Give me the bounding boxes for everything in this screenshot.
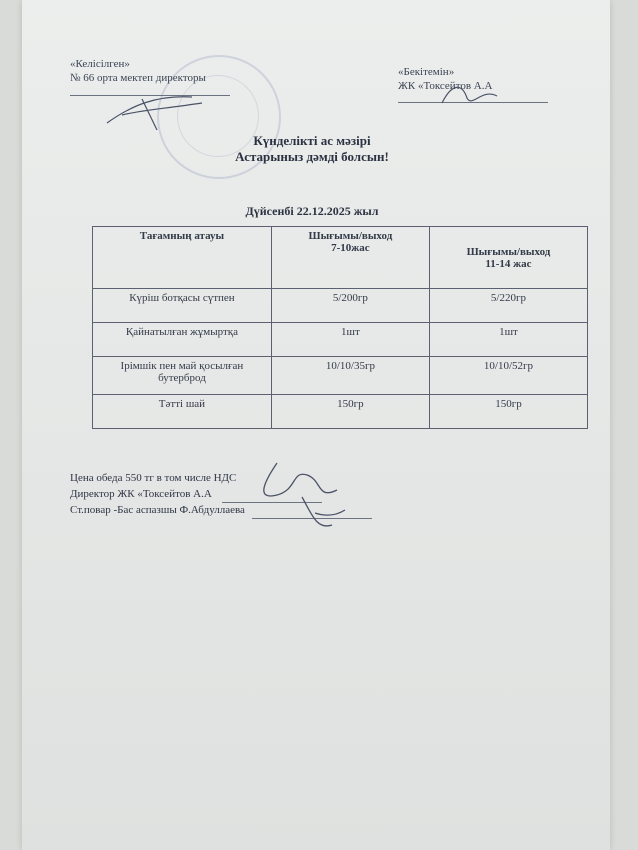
table-row — [93, 395, 588, 429]
yield-11-14: 1шт — [429, 323, 587, 357]
dish-name: Қайнатылған жұмыртқа — [93, 323, 272, 357]
yield-11-14: 5/220гр — [429, 289, 587, 323]
menu-subtitle: Астарыныз дәмді болсын! — [235, 149, 389, 164]
table-header-row — [93, 227, 588, 289]
approval-left-position: № 66 орта мектеп директоры — [70, 72, 206, 84]
yield-7-10: 10/10/35гр — [271, 357, 429, 395]
director-line: Директор ЖК «Токсейтов А.А — [70, 488, 212, 500]
document-page — [22, 0, 610, 850]
signature-left — [102, 85, 222, 135]
signature-footer — [247, 455, 357, 545]
price-line: Цена обеда 550 тг в том числе НДС — [70, 472, 237, 484]
dish-name: Тәтті шай — [93, 395, 272, 429]
approval-right-name: ЖК «Токсейтов А.А — [398, 80, 493, 92]
yield-7-10: 5/200гр — [271, 289, 429, 323]
menu-title: Күнделікті ас мәзірі — [253, 133, 371, 148]
table-row — [93, 289, 588, 323]
menu-date: Дүйсенбі 22.12.2025 жыл — [245, 204, 379, 218]
dish-name: Ірімшік пен май қосылған бутерброд — [93, 357, 272, 395]
header-yield-7-10: Шығымы/выход 7-10жас — [271, 227, 429, 289]
yield-7-10: 150гр — [271, 395, 429, 429]
header-yield-11-14: Шығымы/выход 11-14 жас — [429, 227, 587, 289]
approval-left-label: «Келісілген» — [70, 58, 130, 70]
yield-11-14: 10/10/52гр — [429, 357, 587, 395]
signature-right — [437, 78, 507, 113]
dish-name: Күріш ботқасы сүтпен — [93, 289, 272, 323]
menu-table — [92, 226, 588, 429]
approval-right-label: «Бекітемін» — [398, 66, 455, 78]
cook-line: Ст.повар -Бас аспазшы Ф.Абдуллаева — [70, 504, 245, 516]
table-row — [93, 357, 588, 395]
yield-7-10: 1шт — [271, 323, 429, 357]
table-row — [93, 323, 588, 357]
yield-11-14: 150гр — [429, 395, 587, 429]
header-dish-name: Тағамның атауы — [93, 227, 272, 289]
